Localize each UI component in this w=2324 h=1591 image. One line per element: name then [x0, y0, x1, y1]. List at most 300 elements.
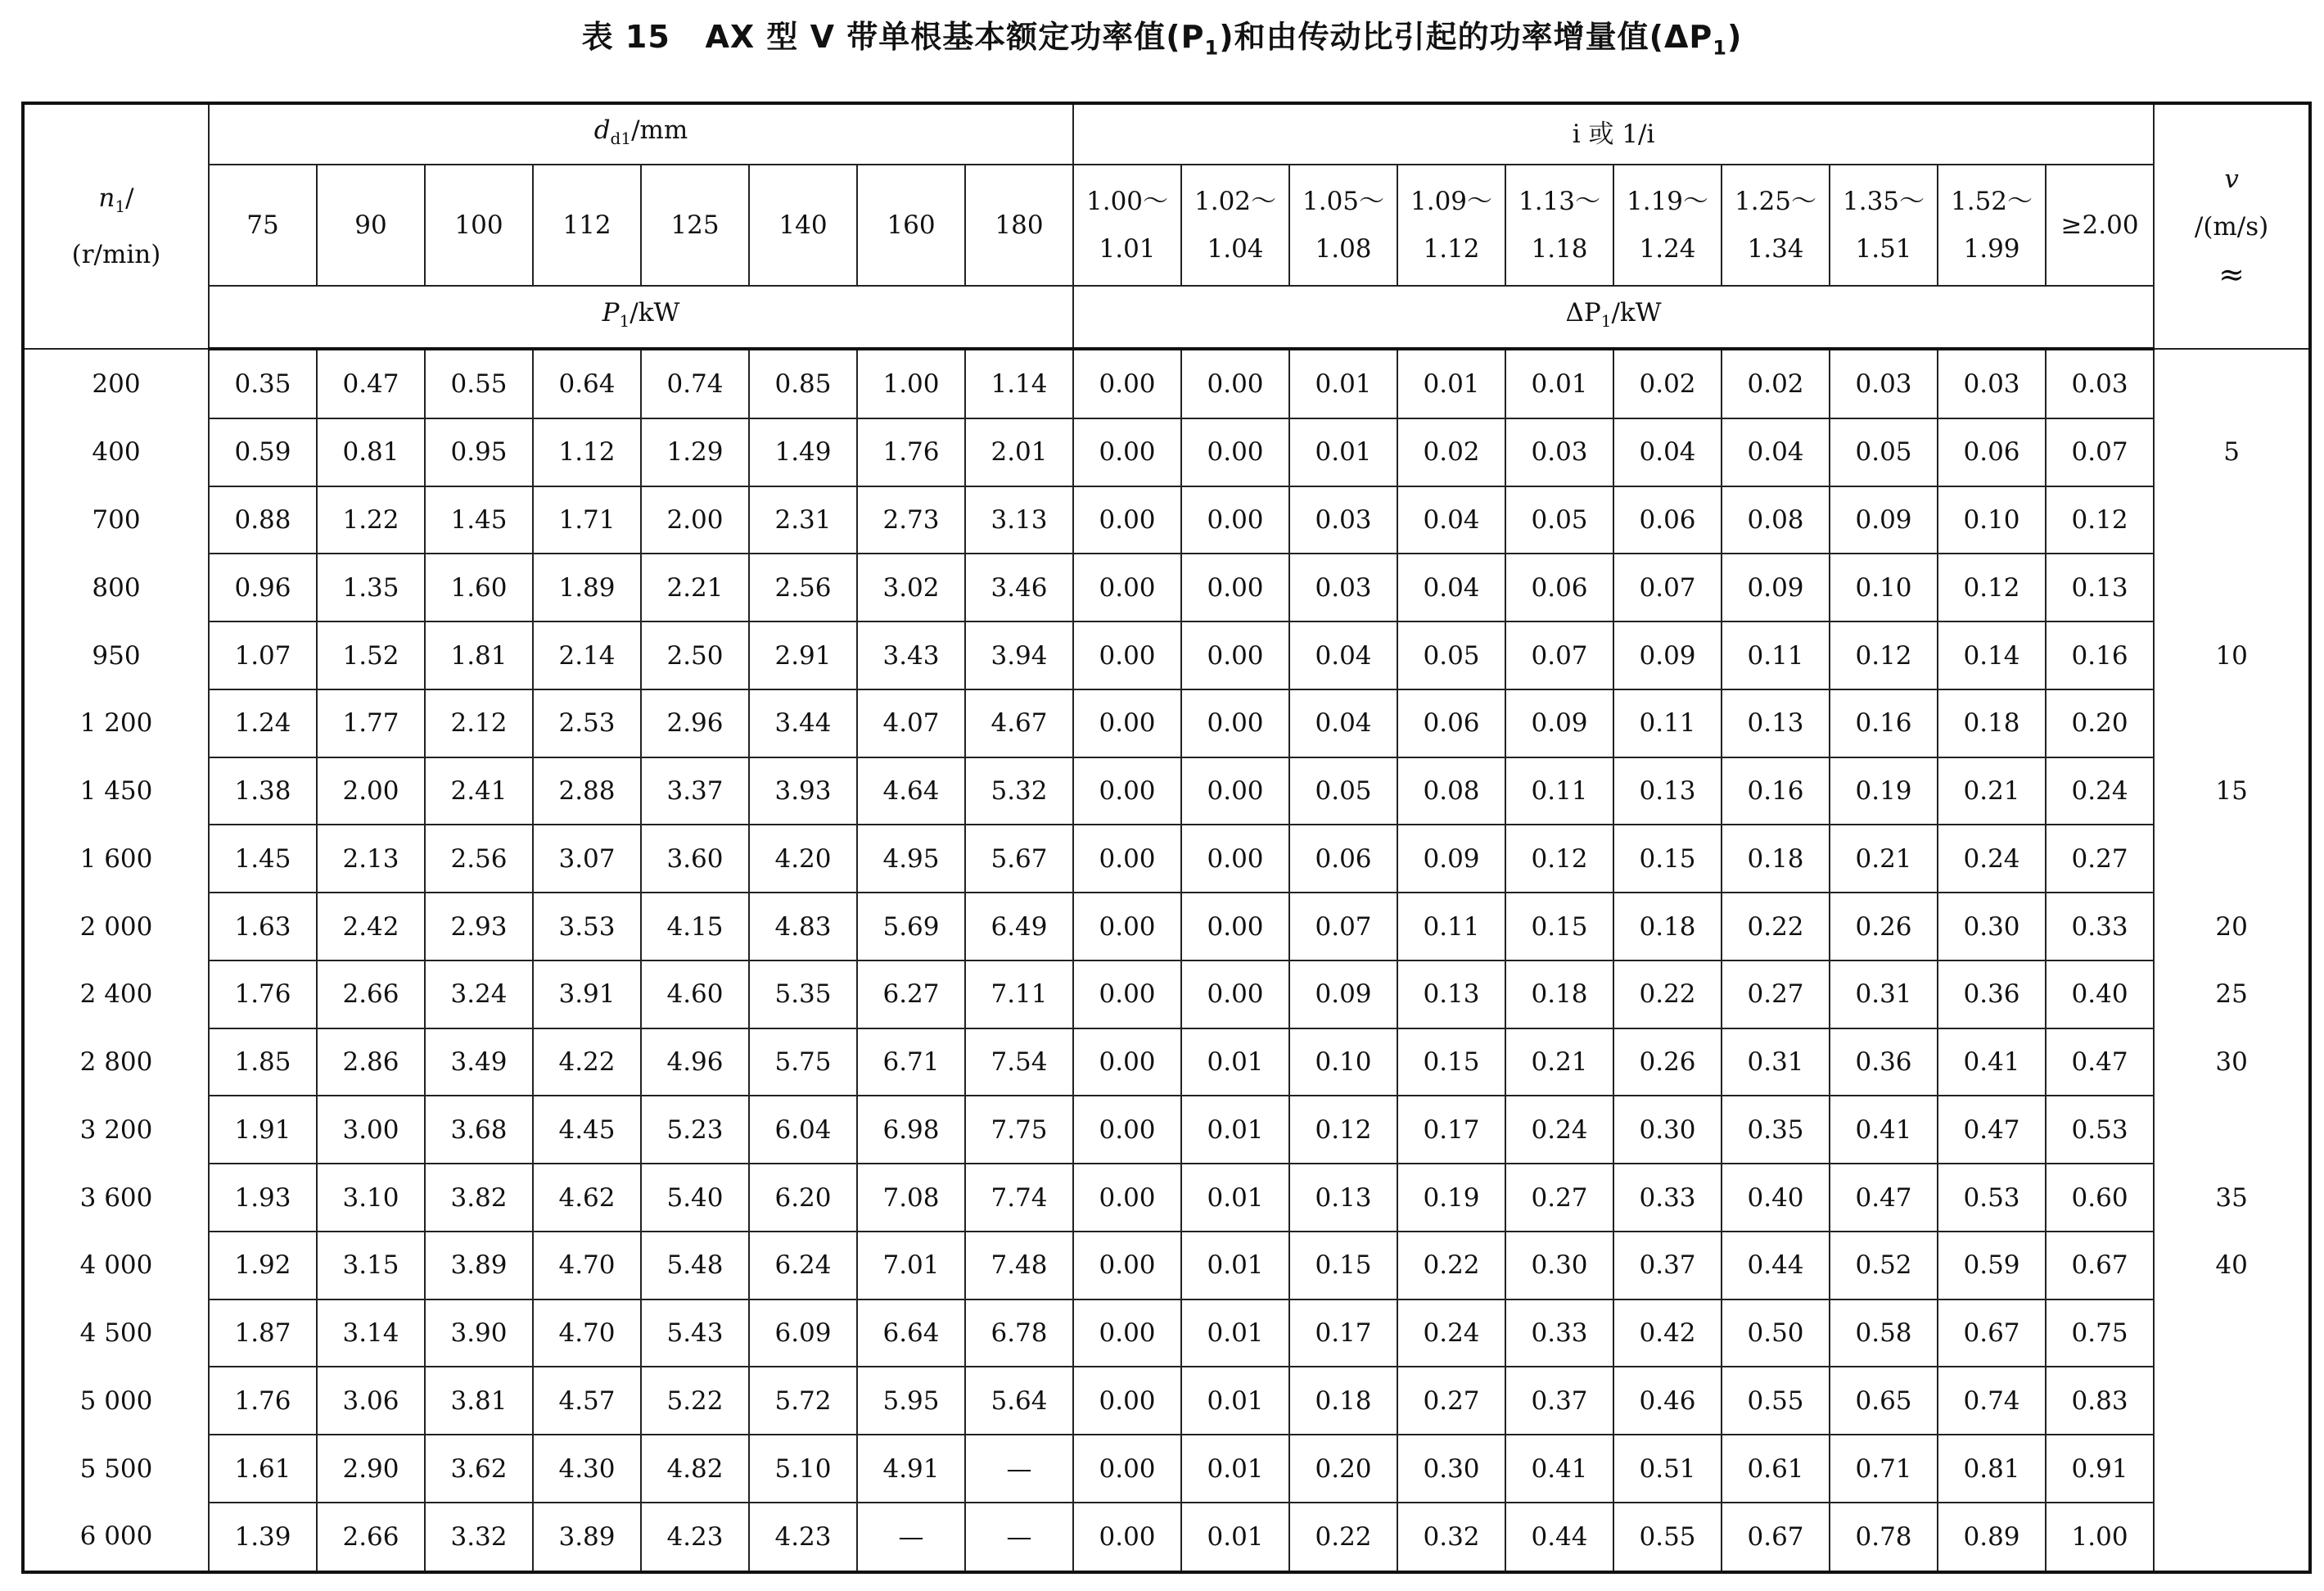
- power-cell: 2.56: [749, 554, 857, 621]
- ratio-range-end: 1.08: [1315, 234, 1372, 264]
- power-increment-cell: 0.00: [1073, 825, 1181, 893]
- n1-header: $n_1/$ (r/min): [23, 103, 209, 349]
- power-cell: 0.35: [209, 349, 317, 418]
- power-cell: 3.37: [641, 757, 749, 825]
- power-cell: 2.86: [317, 1028, 425, 1096]
- power-cell: 2.56: [425, 825, 533, 893]
- power-cell: 1.35: [317, 554, 425, 621]
- power-increment-cell: 0.12: [1505, 825, 1613, 893]
- ratio-range-start: 1.00～: [1086, 187, 1169, 216]
- table-row: [23, 757, 2310, 825]
- velocity-cell: 25: [2154, 960, 2310, 1028]
- ratio-range-start: 1.52～: [1951, 187, 2033, 216]
- ratio-range-start: 1.35～: [1843, 187, 1925, 216]
- speed-cell: 4 000: [23, 1232, 209, 1299]
- power-increment-cell: 0.89: [1938, 1503, 2046, 1572]
- ratio-header-cell: [2046, 165, 2154, 286]
- power-cell: 3.93: [749, 757, 857, 825]
- power-increment-cell: 0.40: [1722, 1164, 1830, 1232]
- power-increment-cell: 0.19: [1397, 1164, 1505, 1232]
- velocity-cell: [2154, 825, 2310, 893]
- table-row: [23, 1367, 2310, 1435]
- power-increment-cell: 0.05: [1505, 486, 1613, 554]
- v-header: v /(m/s) ≈: [2154, 103, 2310, 349]
- power-cell: 4.70: [533, 1299, 641, 1367]
- power-increment-cell: 0.00: [1181, 554, 1289, 621]
- power-cell: 6.49: [965, 893, 1073, 960]
- power-increment-cell: 0.16: [2046, 621, 2154, 689]
- ratio-header: i 或 1/i: [1073, 103, 2154, 165]
- dd1-header: $d_{d1}/mm$: [209, 103, 1073, 165]
- power-cell: 3.60: [641, 825, 749, 893]
- power-increment-cell: 0.00: [1181, 689, 1289, 757]
- power-cell: 2.53: [533, 689, 641, 757]
- power-increment-cell: 0.10: [1289, 1028, 1397, 1096]
- table-title: [0, 11, 2324, 60]
- power-increment-cell: 0.09: [1505, 689, 1613, 757]
- power-cell: 5.48: [641, 1232, 749, 1299]
- power-cell: 5.67: [965, 825, 1073, 893]
- power-cell: 4.96: [641, 1028, 749, 1096]
- power-increment-cell: 0.13: [1397, 960, 1505, 1028]
- power-increment-cell: 0.21: [1505, 1028, 1613, 1096]
- power-increment-cell: 0.81: [1938, 1435, 2046, 1503]
- ratio-range-end: 1.34: [1747, 234, 1804, 264]
- ratio-header-cell: [1505, 165, 1613, 286]
- ratio-range-end: 1.51: [1855, 234, 1912, 264]
- power-increment-cell: 0.06: [1505, 554, 1613, 621]
- table-row: [23, 621, 2310, 689]
- diameter-header-cell: 112: [533, 165, 641, 286]
- power-increment-cell: 0.07: [1613, 554, 1722, 621]
- power-cell: 7.11: [965, 960, 1073, 1028]
- power-increment-cell: 0.09: [1722, 554, 1830, 621]
- power-increment-cell: 0.46: [1613, 1367, 1722, 1435]
- power-cell: 4.23: [641, 1503, 749, 1572]
- power-increment-cell: 0.09: [1613, 621, 1722, 689]
- power-increment-cell: 0.00: [1073, 1299, 1181, 1367]
- title-end: ): [1726, 19, 1743, 55]
- power-increment-cell: 0.74: [1938, 1367, 2046, 1435]
- power-cell: 4.62: [533, 1164, 641, 1232]
- speed-cell: 5 500: [23, 1435, 209, 1503]
- speed-cell: 5 000: [23, 1367, 209, 1435]
- power-increment-cell: 0.41: [1938, 1028, 2046, 1096]
- ratio-range-end: 1.18: [1531, 234, 1588, 264]
- velocity-cell: 35: [2154, 1164, 2310, 1232]
- power-cell: 1.39: [209, 1503, 317, 1572]
- power-increment-cell: 0.47: [1830, 1164, 1938, 1232]
- table-row: [23, 554, 2310, 621]
- power-increment-cell: 0.07: [2046, 418, 2154, 486]
- power-increment-cell: 0.18: [1289, 1367, 1397, 1435]
- power-increment-cell: 0.36: [1830, 1028, 1938, 1096]
- power-cell: 5.69: [857, 893, 965, 960]
- ratio-header-cell: [1181, 165, 1289, 286]
- power-cell: 1.71: [533, 486, 641, 554]
- power-cell: 6.27: [857, 960, 965, 1028]
- diameter-header-cell: 160: [857, 165, 965, 286]
- power-increment-cell: 0.31: [1830, 960, 1938, 1028]
- power-cell: 7.48: [965, 1232, 1073, 1299]
- table-row: [23, 1232, 2310, 1299]
- power-cell: 2.88: [533, 757, 641, 825]
- diameter-header-cell: 125: [641, 165, 749, 286]
- power-increment-cell: 0.33: [1505, 1299, 1613, 1367]
- power-cell: 4.60: [641, 960, 749, 1028]
- power-cell: 0.81: [317, 418, 425, 486]
- power-cell: 2.14: [533, 621, 641, 689]
- ratio-range-start: 1.02～: [1194, 187, 1277, 216]
- power-increment-cell: 0.16: [1830, 689, 1938, 757]
- power-cell: 5.35: [749, 960, 857, 1028]
- ratio-range-end: 1.01: [1099, 234, 1156, 264]
- power-increment-cell: 0.83: [2046, 1367, 2154, 1435]
- power-increment-cell: 0.17: [1397, 1096, 1505, 1164]
- ratio-header-cell: [1938, 165, 2046, 286]
- power-increment-cell: 0.01: [1289, 418, 1397, 486]
- power-increment-cell: 0.35: [1722, 1096, 1830, 1164]
- title-main: AX 型 V 带单根基本额定功率值(P: [705, 19, 1205, 55]
- power-increment-cell: 0.55: [1722, 1367, 1830, 1435]
- table-row: [23, 1503, 2310, 1572]
- power-increment-cell: 0.18: [1938, 689, 2046, 757]
- table-row: [23, 689, 2310, 757]
- power-cell: 3.00: [317, 1096, 425, 1164]
- table-row: [23, 349, 2310, 418]
- power-cell: 3.14: [317, 1299, 425, 1367]
- power-cell: 1.60: [425, 554, 533, 621]
- power-increment-cell: 0.10: [1830, 554, 1938, 621]
- power-increment-cell: 0.00: [1073, 1503, 1181, 1572]
- power-increment-cell: 0.13: [1722, 689, 1830, 757]
- power-increment-cell: 0.08: [1397, 757, 1505, 825]
- dp1-header: $\Delta P_1/kW$: [1073, 286, 2154, 349]
- power-cell: 5.32: [965, 757, 1073, 825]
- power-cell: 1.24: [209, 689, 317, 757]
- power-increment-cell: 0.00: [1181, 825, 1289, 893]
- power-cell: 6.24: [749, 1232, 857, 1299]
- power-increment-cell: 0.71: [1830, 1435, 1938, 1503]
- power-increment-cell: 0.15: [1613, 825, 1722, 893]
- power-cell: 4.15: [641, 893, 749, 960]
- power-cell: 2.00: [641, 486, 749, 554]
- power-increment-cell: 0.53: [1938, 1164, 2046, 1232]
- power-increment-cell: 0.67: [1722, 1503, 1830, 1572]
- power-increment-cell: 0.24: [1938, 825, 2046, 893]
- power-cell: 3.02: [857, 554, 965, 621]
- speed-cell: 4 500: [23, 1299, 209, 1367]
- speed-cell: 6 000: [23, 1503, 209, 1572]
- power-cell: 2.96: [641, 689, 749, 757]
- power-increment-cell: 0.36: [1938, 960, 2046, 1028]
- ratio-range-start: 1.13～: [1518, 187, 1601, 216]
- velocity-cell: [2154, 1367, 2310, 1435]
- power-increment-cell: 0.32: [1397, 1503, 1505, 1572]
- power-increment-cell: 0.30: [1613, 1096, 1722, 1164]
- table-row: [23, 893, 2310, 960]
- power-increment-cell: 0.13: [1289, 1164, 1397, 1232]
- power-increment-cell: 0.08: [1722, 486, 1830, 554]
- power-increment-cell: 0.04: [1289, 621, 1397, 689]
- power-increment-cell: 0.30: [1505, 1232, 1613, 1299]
- power-cell: 2.01: [965, 418, 1073, 486]
- power-increment-cell: 0.09: [1289, 960, 1397, 1028]
- power-increment-cell: 0.27: [1505, 1164, 1613, 1232]
- power-increment-cell: 0.21: [1938, 757, 2046, 825]
- table-row: [23, 1435, 2310, 1503]
- power-increment-cell: 0.03: [2046, 349, 2154, 418]
- power-cell: 0.74: [641, 349, 749, 418]
- power-increment-cell: 0.00: [1181, 757, 1289, 825]
- power-increment-cell: 0.01: [1505, 349, 1613, 418]
- table-row: [23, 825, 2310, 893]
- speed-cell: 2 800: [23, 1028, 209, 1096]
- power-increment-cell: 0.04: [1397, 486, 1505, 554]
- velocity-cell: 15: [2154, 757, 2310, 825]
- power-cell: 0.95: [425, 418, 533, 486]
- power-increment-cell: 0.07: [1505, 621, 1613, 689]
- power-cell: 3.68: [425, 1096, 533, 1164]
- power-increment-cell: 0.31: [1722, 1028, 1830, 1096]
- power-increment-cell: 0.12: [1830, 621, 1938, 689]
- power-increment-cell: 0.06: [1613, 486, 1722, 554]
- power-increment-cell: 0.00: [1181, 418, 1289, 486]
- power-cell: 1.93: [209, 1164, 317, 1232]
- power-increment-cell: 0.01: [1181, 1367, 1289, 1435]
- power-cell: 2.50: [641, 621, 749, 689]
- power-increment-cell: 0.00: [1073, 554, 1181, 621]
- power-cell: 1.76: [857, 418, 965, 486]
- power-cell: 5.43: [641, 1299, 749, 1367]
- power-increment-cell: 0.22: [1722, 893, 1830, 960]
- power-cell: 6.98: [857, 1096, 965, 1164]
- power-cell: 3.82: [425, 1164, 533, 1232]
- speed-cell: 3 600: [23, 1164, 209, 1232]
- power-cell: 1.81: [425, 621, 533, 689]
- power-increment-cell: 0.00: [1181, 621, 1289, 689]
- power-increment-cell: 0.51: [1613, 1435, 1722, 1503]
- power-cell: 3.62: [425, 1435, 533, 1503]
- power-increment-cell: 0.01: [1289, 349, 1397, 418]
- power-increment-cell: 0.41: [1830, 1096, 1938, 1164]
- power-increment-cell: 0.01: [1181, 1299, 1289, 1367]
- power-cell: —: [965, 1435, 1073, 1503]
- power-increment-cell: 0.04: [1613, 418, 1722, 486]
- power-increment-cell: 0.27: [1722, 960, 1830, 1028]
- power-cell: 4.70: [533, 1232, 641, 1299]
- power-increment-cell: 0.20: [2046, 689, 2154, 757]
- power-increment-cell: 0.09: [1830, 486, 1938, 554]
- power-increment-cell: 0.33: [1613, 1164, 1722, 1232]
- power-increment-cell: 0.00: [1073, 1367, 1181, 1435]
- velocity-cell: [2154, 349, 2310, 418]
- power-cell: 6.04: [749, 1096, 857, 1164]
- diameter-header-cell: 75: [209, 165, 317, 286]
- power-increment-cell: 0.24: [1397, 1299, 1505, 1367]
- power-increment-cell: 0.12: [1289, 1096, 1397, 1164]
- power-increment-cell: 0.16: [1722, 757, 1830, 825]
- power-cell: 1.77: [317, 689, 425, 757]
- power-increment-cell: 0.11: [1397, 893, 1505, 960]
- n1-unit: (r/min): [71, 239, 161, 269]
- power-increment-cell: 0.11: [1722, 621, 1830, 689]
- speed-cell: 700: [23, 486, 209, 554]
- power-cell: 6.09: [749, 1299, 857, 1367]
- power-increment-cell: 0.00: [1181, 960, 1289, 1028]
- power-increment-cell: 0.00: [1073, 349, 1181, 418]
- power-increment-cell: 0.27: [2046, 825, 2154, 893]
- power-increment-cell: 0.40: [2046, 960, 2154, 1028]
- power-increment-cell: 0.06: [1938, 418, 2046, 486]
- power-increment-cell: 0.03: [1505, 418, 1613, 486]
- power-cell: —: [857, 1503, 965, 1572]
- power-cell: 4.30: [533, 1435, 641, 1503]
- power-increment-cell: 0.05: [1289, 757, 1397, 825]
- power-cell: 1.61: [209, 1435, 317, 1503]
- power-cell: 0.55: [425, 349, 533, 418]
- power-cell: 1.45: [425, 486, 533, 554]
- power-increment-cell: 0.06: [1397, 689, 1505, 757]
- power-cell: 7.54: [965, 1028, 1073, 1096]
- power-increment-cell: 0.58: [1830, 1299, 1938, 1367]
- power-increment-cell: 0.60: [2046, 1164, 2154, 1232]
- power-increment-cell: 0.01: [1181, 1232, 1289, 1299]
- ratio-header-cell: [1397, 165, 1505, 286]
- diameter-header-cell: 90: [317, 165, 425, 286]
- power-cell: —: [965, 1503, 1073, 1572]
- power-increment-cell: 0.37: [1613, 1232, 1722, 1299]
- velocity-cell: 10: [2154, 621, 2310, 689]
- power-cell: 2.90: [317, 1435, 425, 1503]
- power-increment-cell: 0.44: [1722, 1232, 1830, 1299]
- power-increment-cell: 0.33: [2046, 893, 2154, 960]
- power-increment-cell: 0.04: [1397, 554, 1505, 621]
- power-increment-cell: 0.75: [2046, 1299, 2154, 1367]
- power-increment-cell: 0.02: [1722, 349, 1830, 418]
- ratio-range-start: 1.09～: [1410, 187, 1493, 216]
- power-cell: 3.53: [533, 893, 641, 960]
- power-increment-cell: 0.15: [1289, 1232, 1397, 1299]
- diameter-header-cell: 100: [425, 165, 533, 286]
- table-row: [23, 1164, 2310, 1232]
- table-number: 表 15: [581, 19, 670, 55]
- power-cell: 3.90: [425, 1299, 533, 1367]
- power-increment-cell: 0.44: [1505, 1503, 1613, 1572]
- speed-cell: 2 400: [23, 960, 209, 1028]
- power-increment-cell: 0.09: [1397, 825, 1505, 893]
- power-increment-cell: 0.24: [2046, 757, 2154, 825]
- power-cell: 2.31: [749, 486, 857, 554]
- power-increment-cell: 0.00: [1073, 893, 1181, 960]
- power-cell: 2.93: [425, 893, 533, 960]
- power-cell: 1.85: [209, 1028, 317, 1096]
- power-cell: 1.14: [965, 349, 1073, 418]
- power-increment-cell: 0.52: [1830, 1232, 1938, 1299]
- velocity-cell: 30: [2154, 1028, 2310, 1096]
- diameter-header-cell: 140: [749, 165, 857, 286]
- power-increment-cell: 0.00: [1073, 1028, 1181, 1096]
- power-cell: 7.75: [965, 1096, 1073, 1164]
- speed-cell: 950: [23, 621, 209, 689]
- power-cell: 1.29: [641, 418, 749, 486]
- power-increment-cell: 0.00: [1181, 893, 1289, 960]
- power-increment-cell: 0.00: [1073, 1232, 1181, 1299]
- power-increment-cell: 0.17: [1289, 1299, 1397, 1367]
- power-increment-cell: 0.27: [1397, 1367, 1505, 1435]
- velocity-cell: 20: [2154, 893, 2310, 960]
- power-increment-cell: 0.02: [1397, 418, 1505, 486]
- power-cell: 1.76: [209, 1367, 317, 1435]
- power-cell: 3.49: [425, 1028, 533, 1096]
- power-cell: 1.45: [209, 825, 317, 893]
- power-increment-cell: 0.11: [1505, 757, 1613, 825]
- power-cell: 4.67: [965, 689, 1073, 757]
- power-increment-cell: 0.00: [1073, 1435, 1181, 1503]
- power-cell: 5.95: [857, 1367, 965, 1435]
- velocity-cell: [2154, 1096, 2310, 1164]
- title-sub1: 1: [1204, 36, 1220, 60]
- power-increment-cell: 0.00: [1073, 1096, 1181, 1164]
- power-cell: 4.64: [857, 757, 965, 825]
- power-increment-cell: 0.18: [1613, 893, 1722, 960]
- power-cell: 3.07: [533, 825, 641, 893]
- power-increment-cell: 0.19: [1830, 757, 1938, 825]
- power-cell: 3.32: [425, 1503, 533, 1572]
- power-increment-cell: 0.01: [1181, 1028, 1289, 1096]
- power-increment-cell: 0.05: [1830, 418, 1938, 486]
- power-cell: 5.72: [749, 1367, 857, 1435]
- table-row: [23, 1096, 2310, 1164]
- power-cell: 0.59: [209, 418, 317, 486]
- power-cell: 1.12: [533, 418, 641, 486]
- power-cell: 1.49: [749, 418, 857, 486]
- power-cell: 4.20: [749, 825, 857, 893]
- power-cell: 3.15: [317, 1232, 425, 1299]
- power-increment-cell: 0.11: [1613, 689, 1722, 757]
- power-cell: 4.82: [641, 1435, 749, 1503]
- power-cell: 5.23: [641, 1096, 749, 1164]
- power-cell: 0.88: [209, 486, 317, 554]
- power-increment-cell: 0.05: [1397, 621, 1505, 689]
- power-cell: 3.13: [965, 486, 1073, 554]
- power-increment-cell: 0.55: [1613, 1503, 1722, 1572]
- velocity-cell: [2154, 689, 2310, 757]
- power-increment-cell: 0.47: [1938, 1096, 2046, 1164]
- power-increment-cell: 0.01: [1397, 349, 1505, 418]
- power-increment-cell: 0.00: [1181, 349, 1289, 418]
- power-increment-cell: 0.03: [1289, 554, 1397, 621]
- ratio-header-cell: [1613, 165, 1722, 286]
- ratio-header-cell: [1073, 165, 1181, 286]
- table-row: [23, 960, 2310, 1028]
- power-cell: 6.78: [965, 1299, 1073, 1367]
- power-cell: 1.00: [857, 349, 965, 418]
- ratio-range-end: 1.12: [1423, 234, 1480, 264]
- ratio-range-end: 1.99: [1963, 234, 2020, 264]
- table-row: [23, 1028, 2310, 1096]
- power-cell: 3.89: [425, 1232, 533, 1299]
- power-increment-cell: 0.18: [1505, 960, 1613, 1028]
- speed-cell: 400: [23, 418, 209, 486]
- power-cell: 3.24: [425, 960, 533, 1028]
- ratio-header-cell: [1830, 165, 1938, 286]
- power-cell: 4.45: [533, 1096, 641, 1164]
- power-cell: 5.22: [641, 1367, 749, 1435]
- power-increment-cell: 0.03: [1938, 349, 2046, 418]
- power-cell: 3.43: [857, 621, 965, 689]
- power-cell: 4.57: [533, 1367, 641, 1435]
